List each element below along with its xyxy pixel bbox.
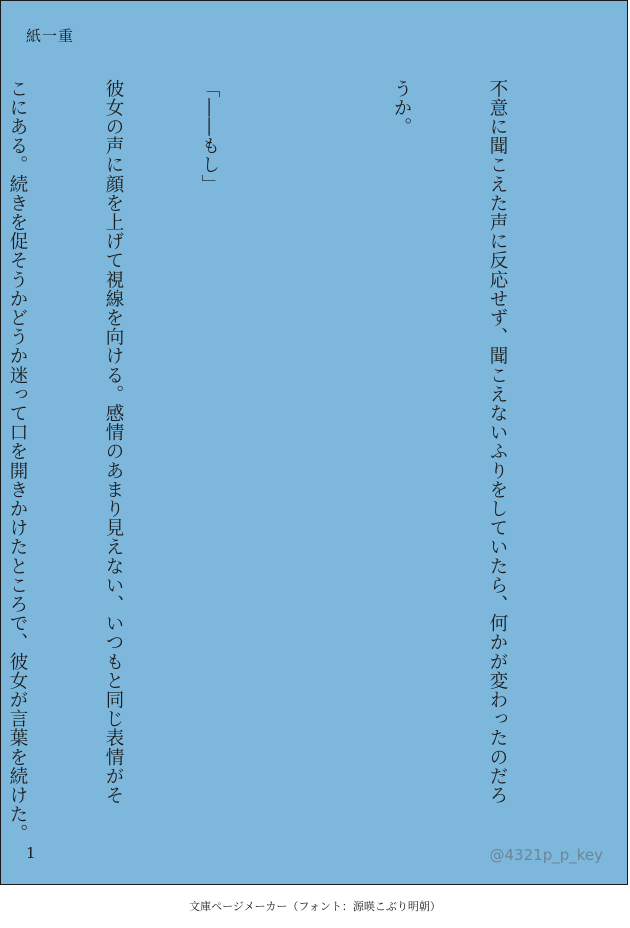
author-handle: @4321p_p_key — [489, 846, 603, 864]
body-line — [289, 79, 321, 839]
body-line: 彼女の声に顔を上げて視線を向ける。感情のあまり見えない、いつもと同じ表情がそ — [103, 79, 124, 805]
body-line: うか。 — [391, 79, 412, 137]
vertical-body-text — [0, 79, 577, 843]
page-number: 1 — [26, 844, 36, 862]
footer-credit: 文庫ページメーカー（フォント：源暎こぶり明朝） — [189, 900, 441, 913]
body-line: 不意に聞こえた声に反応せず、聞こえないふりをしていたら、何かが変わったのだろ — [487, 79, 508, 805]
page-header-title: 紙一重 — [26, 27, 75, 45]
body-line: 「――もし」 — [199, 79, 220, 194]
body-line: こにある。続きを促そうかどうか迷って口を開きかけたところで、彼女が言葉を続けた。 — [7, 79, 28, 843]
